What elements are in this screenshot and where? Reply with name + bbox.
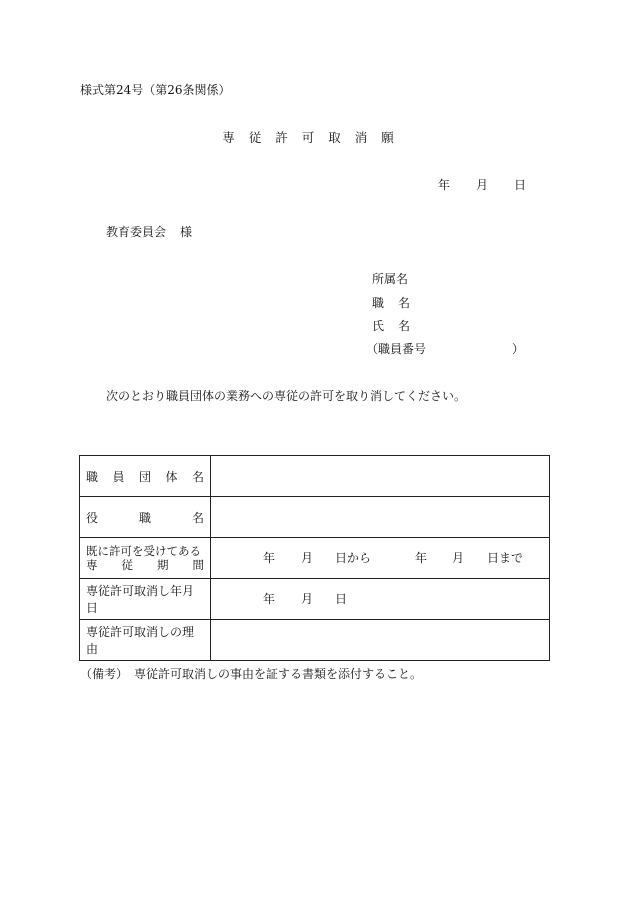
existing-period-label: 既に許可を受けてある 専 従 期 間: [80, 538, 211, 579]
revocation-date-label: 専従許可取消し年月日: [80, 579, 211, 620]
existing-period-field[interactable]: 年 月 日から 年 月 日まで: [211, 538, 550, 579]
table-row-existing-period: [80, 538, 550, 579]
revocation-reason-label: 専従許可取消しの理由: [80, 620, 211, 661]
employee-number-close: ）: [512, 342, 525, 356]
addressee: 教育委員会: [106, 225, 167, 239]
organization-name-field[interactable]: [211, 456, 550, 497]
organization-name-label: 職 員 団 体 名: [80, 456, 211, 497]
form-number: 様式第24号（第26条関係）: [80, 83, 231, 97]
employee-number-label: （職員番号: [366, 342, 427, 356]
revocation-reason-field[interactable]: [211, 620, 550, 661]
affiliation-label: 所属名: [372, 272, 409, 286]
table-row-revocation-reason: [80, 620, 550, 661]
position-label: 職名: [372, 296, 425, 310]
date-month-label: 月: [476, 178, 489, 192]
date-year-label: 年: [438, 178, 451, 192]
table-row-revocation-date: [80, 579, 550, 620]
date-day-label: 日: [514, 178, 527, 192]
role-field[interactable]: [211, 497, 550, 538]
request-sentence: 次のとおり職員団体の業務への専従の許可を取り消してください。: [106, 389, 467, 403]
table-row-role: [80, 497, 550, 538]
role-label: 役 職 名: [80, 497, 211, 538]
detail-table: [79, 455, 550, 661]
addressee-suffix: 様: [180, 225, 193, 239]
name-label: 氏名: [372, 319, 425, 333]
table-row-organization: [80, 456, 550, 497]
document-title: 専従許可取消願: [222, 130, 408, 145]
revocation-date-field[interactable]: 年 月 日: [211, 579, 550, 620]
remarks-note: （備考） 専従許可取消しの事由を証する書類を添付すること。: [80, 667, 423, 681]
